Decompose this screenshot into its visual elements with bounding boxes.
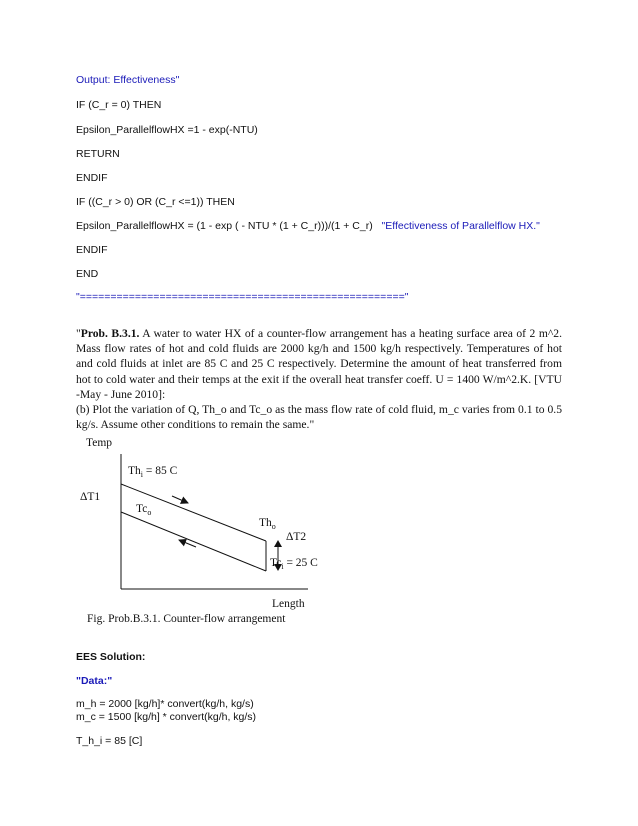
mh-line: m_h = 2000 [kg/h]* convert(kg/h, kg/s)	[76, 698, 254, 710]
code-eps-general-comment: "Effectiveness of Parallelflow HX."	[381, 220, 540, 232]
dt2-label: ΔT2	[286, 531, 307, 543]
code-endif-2: ENDIF	[76, 244, 108, 256]
mc-line: m_c = 1500 [kg/h] * convert(kg/h, kg/s)	[76, 711, 257, 723]
tho-label: $Th_o$	[259, 517, 276, 531]
y-axis-label: Temp	[86, 437, 113, 449]
code-output-comment: Output: Effectiveness"	[76, 74, 180, 86]
dt1-label: ΔT1	[80, 491, 101, 503]
code-eps-general	[76, 220, 540, 232]
ees-solution-heading: EES Solution:	[76, 651, 146, 663]
code-end: END	[76, 268, 99, 280]
counterflow-diagram	[76, 434, 336, 614]
hot-flow-arrow	[172, 496, 188, 503]
code-if-cr-zero: IF (C_r = 0) THEN	[76, 99, 162, 111]
code-eps-general-expr: Epsilon_ParallelflowHX = (1 - exp ( - NTU * (1 + C_r)))/(1 + C_r)	[76, 220, 373, 232]
tco-label: $Tc_o$	[136, 503, 152, 517]
code-if-cr-range: IF ((C_r > 0) OR (C_r <=1)) THEN	[76, 196, 235, 208]
problem-label: Prob. B.3.1.	[80, 327, 140, 340]
tci-label: $Tc_i = 25$ C	[270, 557, 318, 571]
dt2-arrow-up	[274, 540, 282, 547]
cold-fluid-line	[121, 512, 266, 571]
x-axis-label: Length	[272, 598, 305, 610]
thi-label: $Th_i = 85$ C	[128, 465, 178, 479]
thi-line: T_h_i = 85 [C]	[76, 735, 143, 747]
figure-caption: Fig. Prob.B.3.1. Counter-flow arrangement	[87, 613, 286, 625]
counterflow-figure	[76, 434, 336, 614]
problem-body: A water to water HX of a counter-flow arrangement has a heating surface area of 2 m^2. Mass flow rates of hot and cold fluids are 2000 kg/h and 1500 kg/h respectively. Temperatures of hot and cold fluids at inlet are 85 C and 25 C respectively. Determine the amount of heat transferred from hot to cold water and their temps at the exit if the overall heat transfer coeff. U = 1400 W/m^2.K. [VTU -May - June 2010]:	[76, 327, 562, 401]
data-heading: "Data:"	[76, 675, 113, 687]
problem-statement	[76, 326, 562, 432]
code-eps-zero: Epsilon_ParallelflowHX =1 - exp(-NTU)	[76, 124, 258, 136]
separator-line: "====================================================="	[76, 291, 409, 303]
code-return: RETURN	[76, 148, 120, 160]
problem-open-quote: "	[76, 327, 81, 340]
problem-part-b: (b) Plot the variation of Q, Th_o and Tc_o as the mass flow rate of cold fluid, m_c varies from 0.1 to 0.5 kg/s. Assume other conditions to remain the same."	[76, 403, 562, 432]
code-endif-1: ENDIF	[76, 172, 108, 184]
